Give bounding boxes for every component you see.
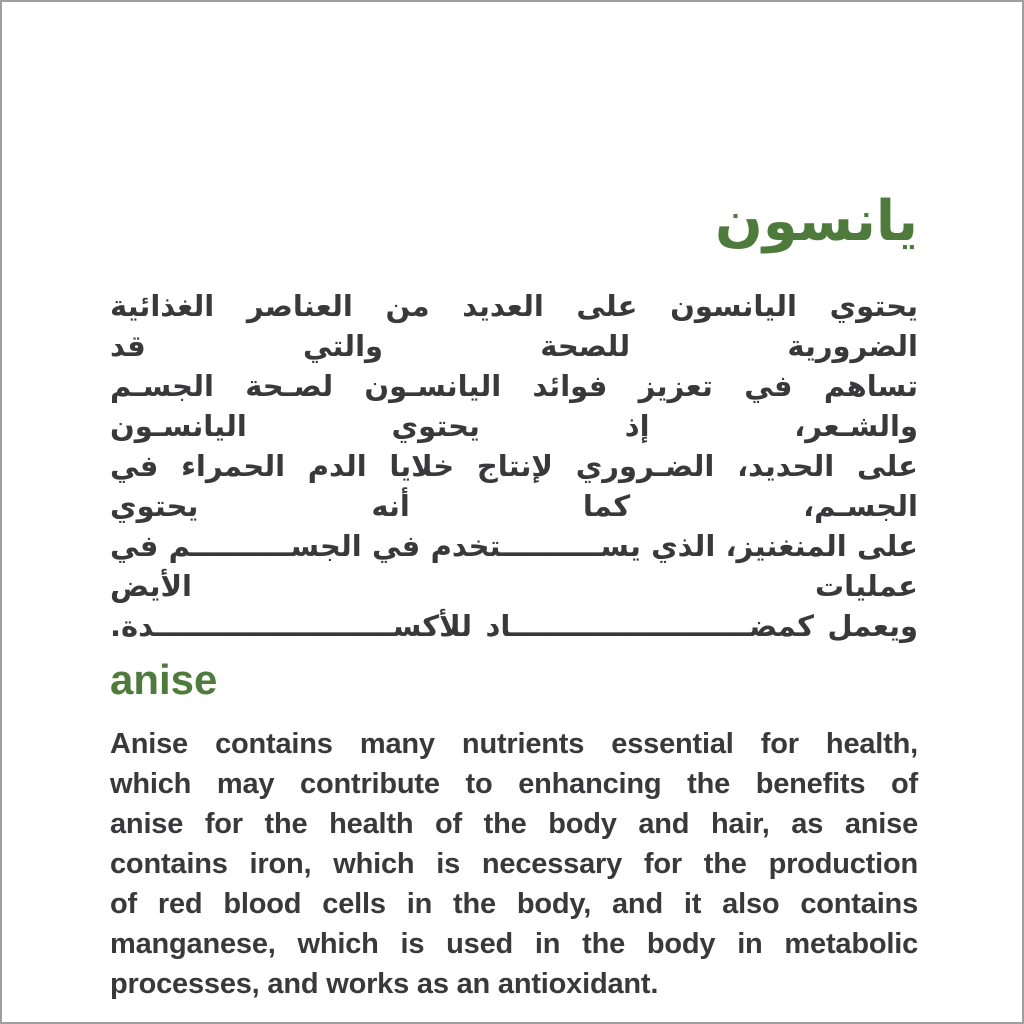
arabic-paragraph-line: يحتوي اليانسون على العديد من العناصر الغذائية الضرورية للصحة والتي قد	[110, 289, 918, 363]
english-paragraph-line: which may contribute to enhancing the benefits of	[110, 768, 918, 800]
english-paragraph	[110, 724, 918, 1004]
english-paragraph-line: manganese, which is used in the body in metabolic	[110, 928, 918, 960]
english-paragraph-line: processes, and works as an antioxidant.	[110, 968, 659, 1000]
arabic-paragraph-line: ويعمل كمضــــــــــــــــــــــــاد للأكســــــــــــــــــــــــدة.	[110, 609, 918, 643]
english-paragraph-line: of red blood cells in the body, and it also contains	[110, 888, 918, 920]
arabic-paragraph-line: تساهم في تعزيز فوائد اليانسـون لصـحة الجسـم والشـعر، إذ يحتوي اليانسـون	[110, 369, 918, 443]
arabic-paragraph-line: على الحديد، الضـروري لإنتاج خلايا الدم الحمراء في الجسـم، كما أنه يحتوي	[110, 449, 918, 523]
content-column	[110, 182, 918, 1004]
arabic-title: يانسون	[715, 189, 918, 254]
english-paragraph-line: anise for the health of the body and hair, as anise	[110, 808, 918, 840]
english-title: anise	[110, 656, 218, 703]
english-paragraph-line: contains iron, which is necessary for the production	[110, 848, 918, 880]
english-paragraph-line: Anise contains many nutrients essential for health,	[110, 728, 918, 760]
arabic-paragraph-line: على المنغنيز، الذي يســــــــــتخدم في الجســــــــــم في عمليات الأيض	[110, 529, 918, 603]
arabic-paragraph	[110, 286, 918, 646]
